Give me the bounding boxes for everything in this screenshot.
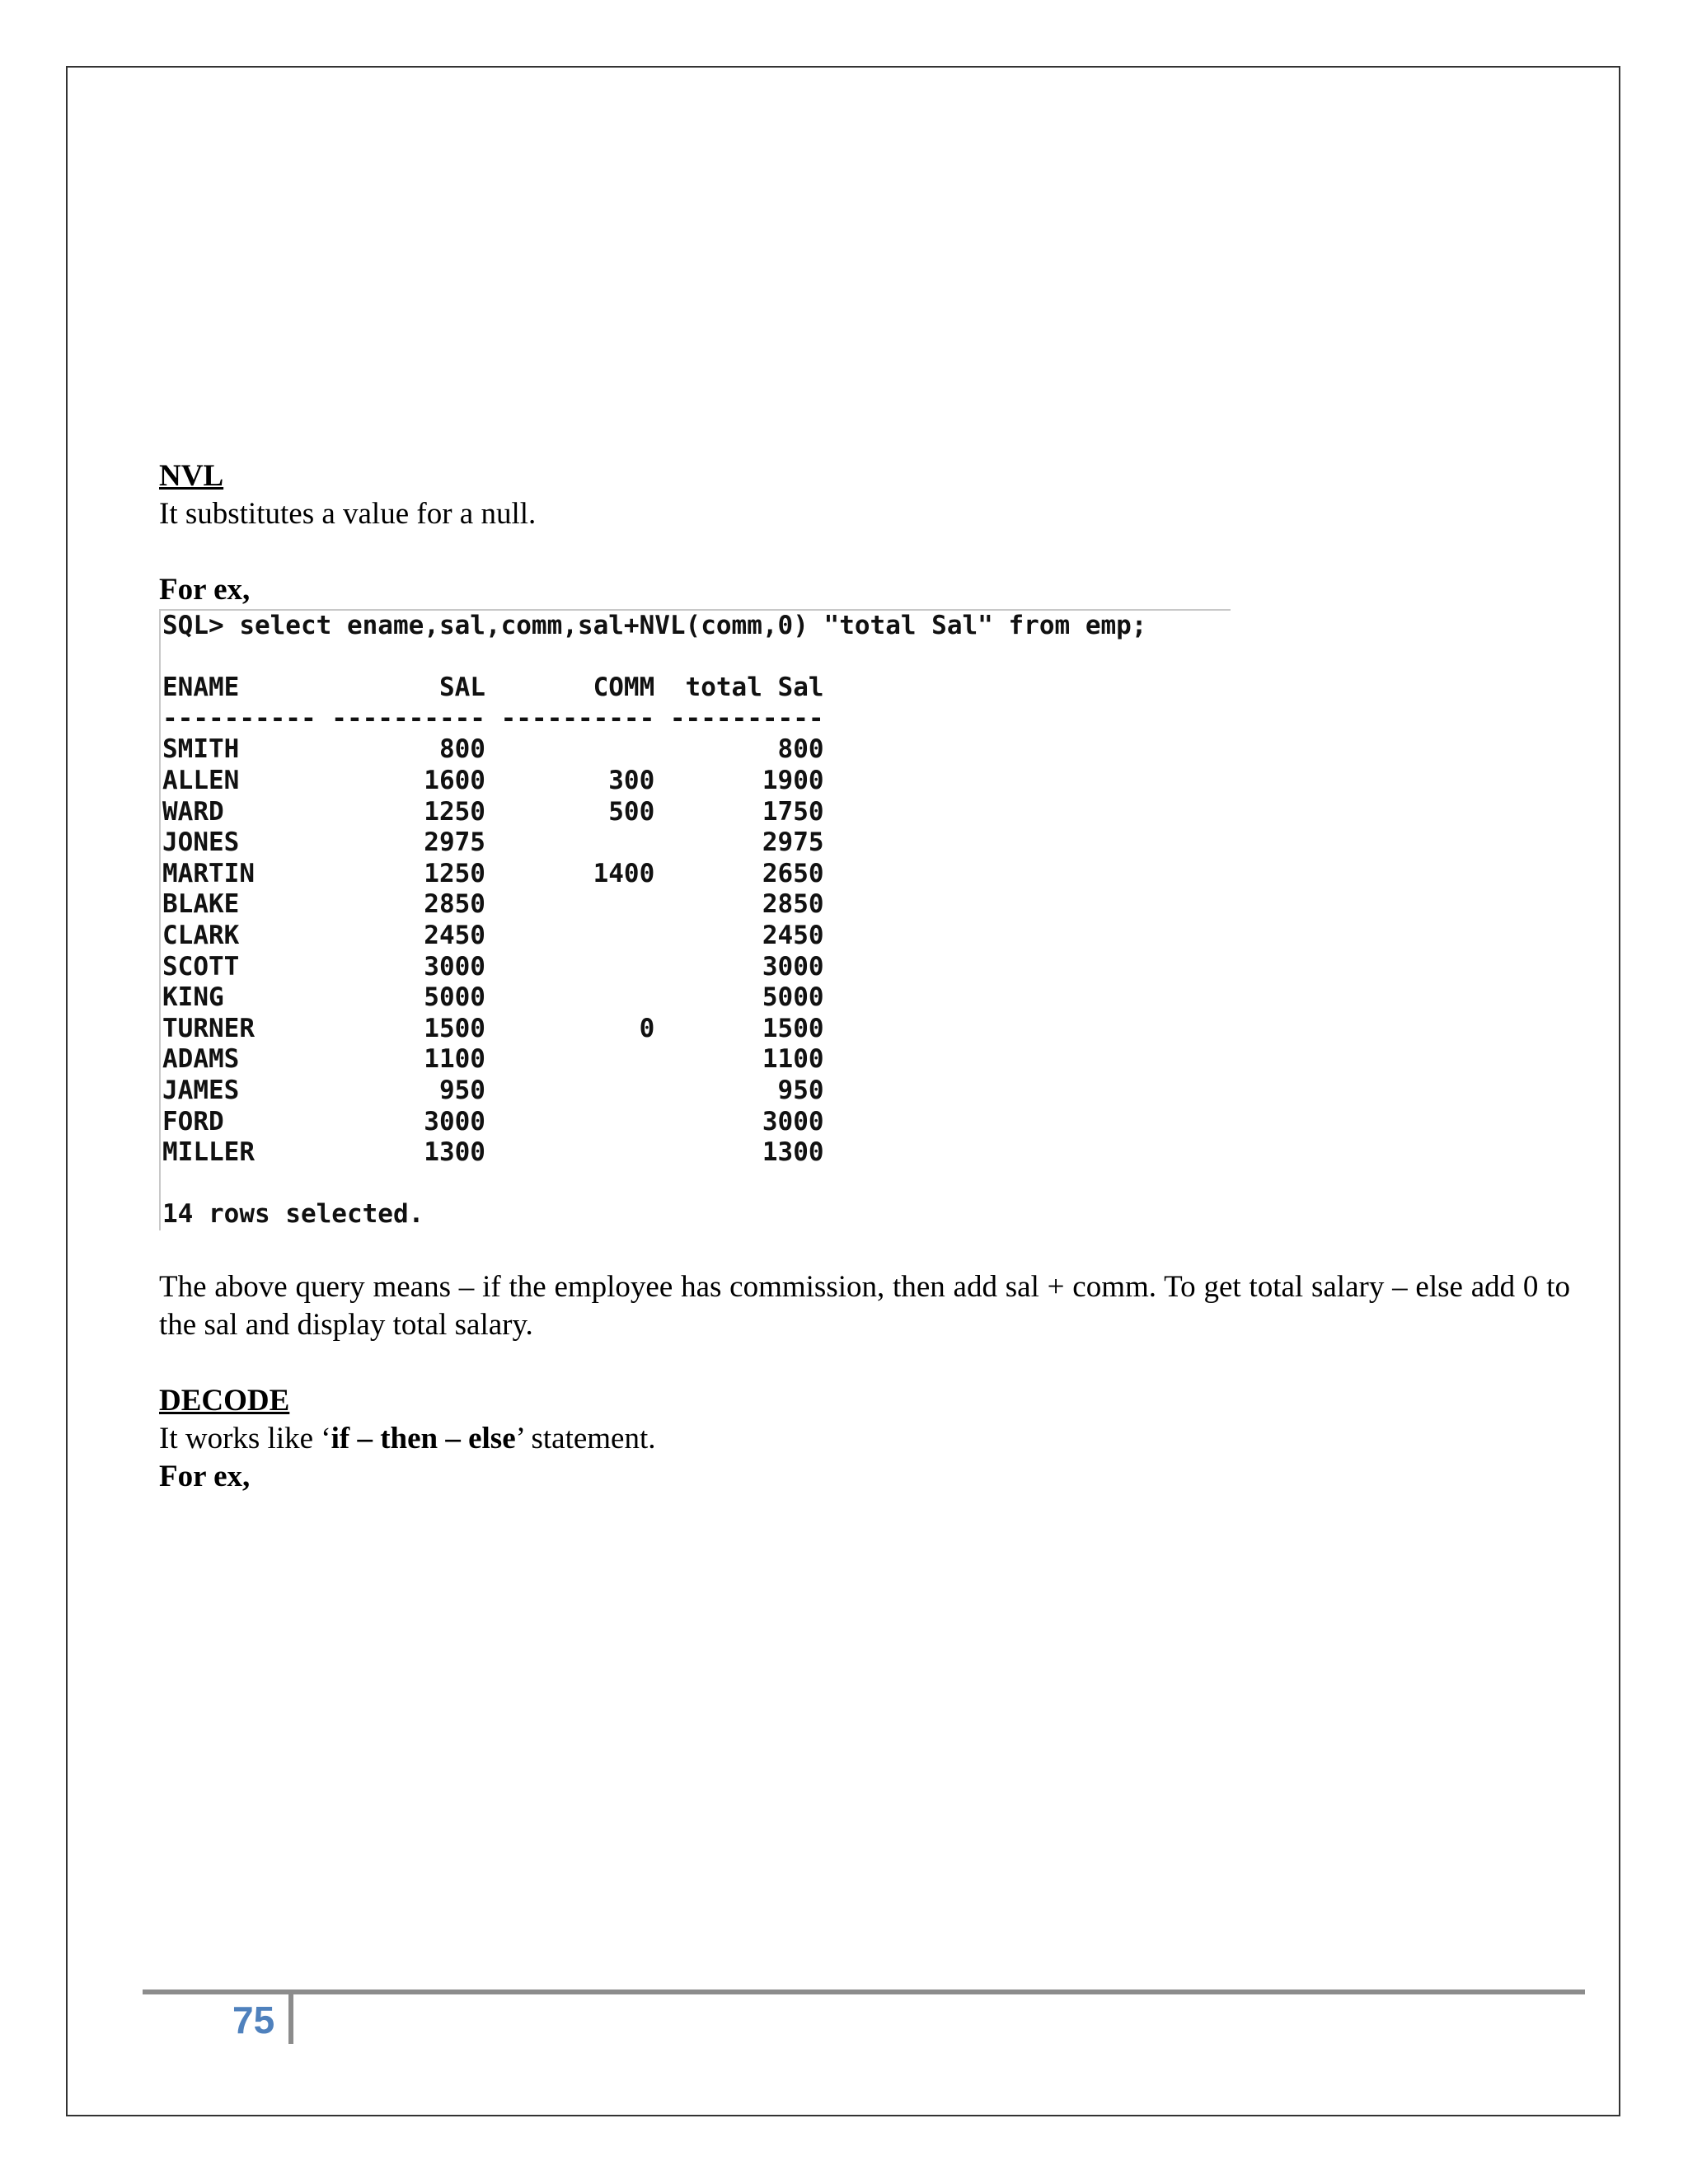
sql-row: MILLER 1300 1300 <box>162 1137 824 1168</box>
decode-desc-prefix: It works like ‘ <box>159 1421 331 1455</box>
page-content <box>159 457 1577 1496</box>
sql-row: SCOTT 3000 3000 <box>162 951 824 982</box>
decode-description <box>159 1420 1577 1458</box>
decode-desc-suffix: ’ statement. <box>515 1421 656 1455</box>
sql-row: JONES 2975 2975 <box>162 827 824 858</box>
sql-blank-line <box>162 642 1231 673</box>
decode-desc-bold: if – then – else <box>331 1421 516 1455</box>
sql-row: FORD 3000 3000 <box>162 1106 824 1137</box>
sql-row: SMITH 800 800 <box>162 734 824 765</box>
sql-row: TURNER 1500 0 1500 <box>162 1013 824 1043</box>
nvl-description: It substitutes a value for a null. <box>159 497 537 531</box>
page-number: 75 <box>232 1999 275 2041</box>
footer-vertical-bar <box>288 1993 293 2044</box>
sql-query: SQL> select ename,sal,comm,sal+NVL(comm,0) "total Sal" from emp; <box>162 611 1147 640</box>
spacer <box>159 533 1577 571</box>
decode-for-ex: For ex, <box>159 1459 251 1493</box>
sql-row: WARD 1250 500 1750 <box>162 796 824 827</box>
sql-row: KING 5000 5000 <box>162 982 824 1013</box>
sql-row: JAMES 950 950 <box>162 1075 824 1105</box>
spacer <box>159 1344 1577 1382</box>
sql-row: CLARK 2450 2450 <box>162 920 824 950</box>
sql-row: MARTIN 1250 1400 2650 <box>162 858 824 888</box>
sql-output-screenshot <box>159 609 1231 1230</box>
sql-header-line: ENAME SAL COMM total Sal <box>162 673 824 703</box>
sql-row: ALLEN 1600 300 1900 <box>162 765 824 795</box>
nvl-for-ex: For ex, <box>159 573 251 607</box>
sql-blank-line <box>162 1169 1231 1200</box>
sql-row: ADAMS 1100 1100 <box>162 1044 824 1075</box>
footer-rule <box>143 1990 1585 1994</box>
sql-row: BLAKE 2850 2850 <box>162 889 824 920</box>
decode-heading: DECODE <box>159 1383 290 1418</box>
nvl-heading: NVL <box>159 459 224 493</box>
spacer <box>159 1230 1577 1268</box>
nvl-explanation: The above query means – if the employee has commission, then add sal + comm. To get total salary – else add 0 to the sal and display total salary. <box>159 1269 1570 1342</box>
sql-rows-selected: 14 rows selected. <box>162 1199 424 1230</box>
sql-separator-line: ---------- ---------- ---------- ---------- <box>162 703 824 733</box>
